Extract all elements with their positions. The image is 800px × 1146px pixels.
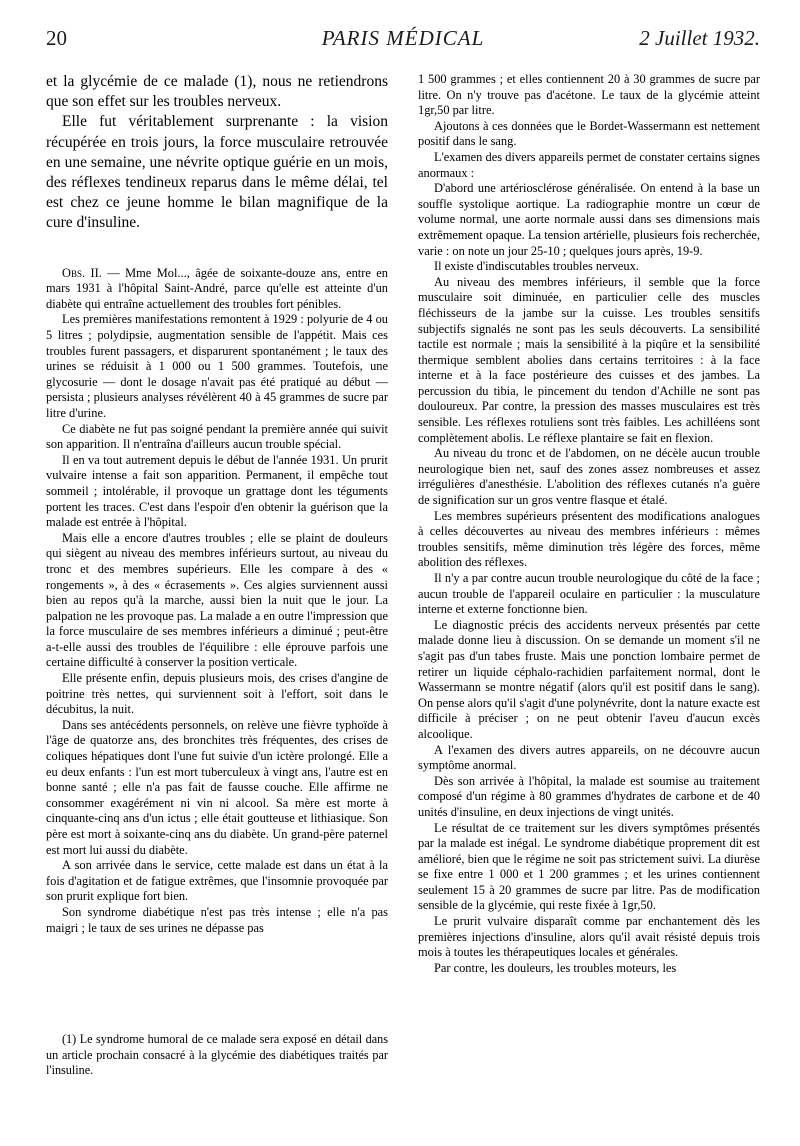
paragraph: Son syndrome diabétique n'est pas très intense ; elle n'a pas maigri ; le taux de ses urines ne dépasse pas	[46, 904, 388, 935]
issue-date: 2 Juillet 1932.	[639, 26, 760, 50]
paragraph: Dans ses antécédents personnels, on relève une fièvre typhoïde à l'âge de quatorze ans, des bronchites très fréquentes, des crises de coliques hépatiques dont l'une fut suivie d'un ictère prolongé. Elle a eu deux enfants : l'un est mort tuberculeux à vingt ans, l'autre est en bonne santé ; elle n'a pas fait de fausse couche. Elle affirme ne consommer exagérément ni vin ni alcool. Sa mère est morte à cinquante-cinq ans d'un ictus ; elle était goutteuse et lithiasique. Son père est mort à soixante-cinq ans du diabète. Un grand-père paternel est mort lui aussi du diabète.	[46, 717, 388, 857]
paragraph: A son arrivée dans le service, cette malade est dans un état à la fois d'agitation et de fatigue extrêmes, que l'insomnie provoquée par son prurit explique fort bien.	[46, 858, 388, 904]
section-gap	[46, 234, 388, 266]
paragraph: Ce diabète ne fut pas soigné pendant la première année qui suivit son apparition. Il n'entraîna d'ailleurs aucun trouble spécial.	[46, 421, 388, 452]
paragraph: Il existe d'indiscutables troubles nerveux.	[434, 259, 639, 274]
paragraph: Elle fut véritablement surprenante : la vision récupérée en trois jours, la force musculaire retrouvée en une semaine, une névrite optique guérie en un mois, des réflexes tendineux reparus dans le même délai, tel est chez ce jeune homme le bilan magnifique de la cure d'insuline.	[46, 113, 388, 232]
paragraph: Dès son arrivée à l'hôpital, la malade est soumise au traitement composé d'un régime à 80 grammes d'hydrates de carbone et de 40 unités d'insuline, en deux injections de vingt unités.	[418, 773, 760, 819]
paragraph: A l'examen des divers autres appareils, on ne découvre aucun symptôme anormal.	[418, 742, 760, 773]
observation-label: Obs. II.	[62, 265, 102, 280]
right-column	[418, 72, 760, 976]
journal-title: PARIS MÉDICAL	[321, 26, 485, 50]
paragraph: Les membres supérieurs présentent des modifications analogues à celles découvertes au niveau des membres inférieurs : mêmes troubles sensitifs, même diminution très légère des forces, même abolition des réflexes.	[418, 508, 760, 570]
paragraph: Il en va tout autrement depuis le début de l'année 1931. Un prurit vulvaire intense a fait son apparition. Permanent, il empêche tout sommeil ; intolérable, il provoque un grattage dont les téguments portent les traces. C'est dans l'espoir d'en obtenir la guérison que la malade est entrée à l'hôpital.	[46, 452, 388, 530]
paragraph: Le prurit vulvaire disparaît comme par enchantement dès les premières injections d'insuline, alors qu'il avait résisté depuis trois mois à toutes les thérapeutiques locales et générales.	[418, 914, 760, 960]
paragraph: et la glycémie de ce malade (1), nous ne retiendrons que son effet sur les troubles nerveux.	[46, 73, 388, 111]
paragraph: Elle présente enfin, depuis plusieurs mois, des crises d'angine de poitrine très nettes, qui surviennent soit à l'effort, soit dans le décubitus, la nuit.	[46, 671, 388, 717]
paragraph: L'examen des divers appareils permet de constater certains signes anormaux :	[418, 149, 760, 180]
paragraph: D'abord une artériosclérose généralisée. On entend à la base un souffle systolique aortique. La radiographie montre un cœur de volume normal, une aorte normale aussi dans ses dimensions mais extrêmement opaque. La tension artérielle, plusieurs fois recherchée, varie : on note un jour 25-10 ; quelques jours après, 19-9.	[418, 181, 760, 258]
paragraph: Au niveau des membres inférieurs, il semble que la force musculaire soit diminuée, en particulier celle des muscles fléchisseurs de la jambe sur la cuisse. Les troubles sensitifs subjectifs signalés ne sont pas les seuls découverts. La sensibilité tactile est normale ; mais la sensibilité à la piqûre et la sensibilité thermique semblent abolies dans certains territoires : à la face interne et à la face postérieure des cuisses et des jambes. La percussion du tibia, le pincement du tendon d'Achille ne sont pas douloureux. Par contre, la pression des masses musculaires est très sensible. Les réflexes rotuliens sont très faibles. Les achilléens sont complètement abolis. Le réflexe plantaire se fait en flexion.	[418, 274, 760, 445]
paragraph: Au niveau du tronc et de l'abdomen, on ne décèle aucun trouble neurologique bien net, sauf des zones assez nombreuses et assez irrégulières d'anesthésie. L'abolition des réflexes cutanés n'a guère de signification sur un gros ventre flasque et étalé.	[418, 446, 760, 508]
page-number: 20	[46, 26, 67, 50]
paragraph: Par contre, les douleurs, les troubles moteurs, les	[434, 960, 677, 975]
paragraph: Mais elle a encore d'autres troubles ; elle se plaint de douleurs qui siègent au niveau des membres inférieurs surtout, au niveau du tronc et des membres supérieurs. Elle les compare à des « rongements », à des « écrasements ». Ces algies surviennent aussi bien au repos qu'à la marche, aussi bien la nuit que le jour. La palpation ne les provoque pas. La malade a en outre l'impression que la force musculaire de ses membres inférieurs a diminué ; peut-être a-t-elle aussi des troubles de l'équilibre : elle éprouve parfois une certaine difficulté à conserver la position verticale.	[46, 530, 388, 670]
paragraph: Les premières manifestations remontent à 1929 : polyurie de 4 ou 5 litres ; polydipsie, augmentation sensible de l'appétit. Mais ces troubles furent passagers, et disparurent spontanément ; le taux des urines se réduisit à 1 000 ou 1 500 grammes. Toutefois, une glycosurie — dont le dosage n'avait pas été pratiqué au début — persista ; plusieurs analyses révélèrent 40 à 45 grammes de sucre par litre d'urine.	[46, 312, 388, 420]
paragraph: Le résultat de ce traitement sur les divers symptômes présentés par la malade est inégal. Le syndrome diabétique proprement dit est amélioré, bien que le régime ne soit pas strictement suivi. La diurèse se fixe entre 1 000 et 1 200 grammes ; et les urines contiennent seulement 15 à 20 grammes de sucre par litre. Pas de modification sensible de la glycémie, qui reste fixée à 1gr,50.	[418, 820, 760, 913]
page-header	[46, 22, 760, 68]
paragraph: Ajoutons à ces données que le Bordet-Wassermann est nettement positif dans le sang.	[418, 118, 760, 149]
text-columns	[46, 72, 760, 1132]
footnote: (1) Le syndrome humoral de ce malade sera exposé en détail dans un article prochain consacré à la glycémie des diabétiques traités par l'insuline.	[46, 1032, 388, 1077]
paragraph: Il n'y a par contre aucun trouble neurologique du côté de la face ; aucun trouble de l'appareil oculaire en particulier : la musculature interne et externe fonctionne bien.	[418, 571, 760, 617]
paragraph: 1 500 grammes ; et elles contiennent 20 à 30 grammes de sucre par litre. On n'y trouve pas d'acétone. Le taux de la glycémie atteint 1gr,50 par litre.	[418, 72, 760, 118]
observation-paragraph	[46, 266, 388, 313]
observation-text: — Mme Mol..., âgée de soixante-douze ans, entre en mars 1931 à l'hôpital Saint-André, parce qu'elle est atteinte d'un diabète qui entraîne actuellement des troubles fort pénibles.	[46, 265, 388, 311]
paragraph: Le diagnostic précis des accidents nerveux présentés par cette malade donne lieu à discussion. On se demande un moment s'il ne s'agit pas d'un tabes fruste. Mais une ponction lombaire permet de retirer un liquide céphalo-rachidien parfaitement normal, dont le Wassermann se montre négatif (alors qu'il est positif dans le sang). On pense alors qu'il s'agit d'une polynévrite, dont la nature exacte est difficile à préciser ; on ne peut obtenir l'aveu d'aucun excès alcoolique.	[418, 617, 760, 741]
left-column	[46, 72, 388, 1077]
